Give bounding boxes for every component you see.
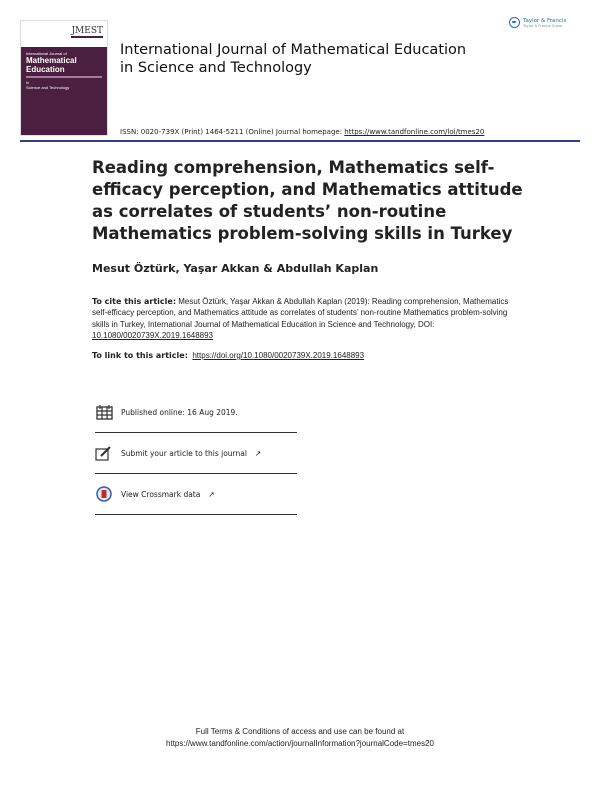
crossmark-icon — [95, 485, 113, 503]
issn-line: ISSN: 0020-739X (Print) 1464-5211 (Online) Journal homepage: https://www.tandfonline.com/loi/tmes20 — [120, 128, 485, 136]
footer: Full Terms & Conditions of access and use can be found at https://www.tandfonline.com/action/journalInformation?journalCode=tmes20 — [0, 726, 600, 750]
taylor-francis-icon — [509, 17, 520, 28]
article-link-line: To link to this article: https://doi.org/10.1080/0020739X.2019.1648893 — [92, 351, 365, 360]
cover-badge: JMEST — [71, 26, 103, 36]
citation: To cite this article: Mesut Öztürk, Yaşar Akkan & Abdullah Kaplan (2019): Reading comprehension, Mathematics self-efficacy perception, and Mathematics attitude as correlates of students’ non-routine Mathematics problem-solving skills in Turkey, International Journal of Mathematical Education in Science and Technology, DOI: 10.1080/0020739X.2019.1648893 — [92, 297, 509, 340]
doi-link[interactable]: 10.1080/0020739X.2019.1648893 — [92, 330, 214, 340]
submit-article-link[interactable]: Submit your article to this journal ↗ — [95, 433, 297, 474]
cover-text: Education — [26, 65, 65, 74]
terms-link[interactable]: https://www.tandfonline.com/action/journalInformation?journalCode=tmes20 — [166, 739, 434, 748]
cover-text: International Journal of — [26, 51, 67, 56]
article-link[interactable]: https://doi.org/10.1080/0020739X.2019.1648893 — [192, 351, 365, 360]
calendar-icon — [95, 403, 113, 421]
external-link-icon: ↗ — [208, 489, 215, 499]
cover-text: Mathematical — [26, 56, 77, 65]
edit-icon — [95, 444, 113, 462]
journal-homepage-link[interactable]: https://www.tandfonline.com/loi/tmes20 — [344, 128, 485, 136]
journal-cover-image — [20, 20, 108, 136]
publisher-logo: Taylor & Francis Taylor & Francis Group — [509, 17, 566, 28]
journal-title: International Journal of Mathematical Education in Science and Technology — [120, 42, 467, 76]
external-link-icon: ↗ — [254, 448, 262, 458]
article-title: Reading comprehension, Mathematics self-efficacy perception, and Mathematics attitude as correlates of students’ non-routine Mathematics problem-solving skills in Turkey — [92, 158, 523, 243]
cover-text: Science and Technology — [26, 85, 70, 90]
crossmark-link[interactable]: View Crossmark data ↗ — [95, 474, 297, 515]
authors: Mesut Öztürk, Yaşar Akkan & Abdullah Kaplan — [92, 262, 379, 275]
cover-text: in — [26, 80, 30, 85]
header-divider — [20, 140, 580, 142]
published-online-row: Published online: 16 Aug 2019. — [95, 392, 297, 433]
